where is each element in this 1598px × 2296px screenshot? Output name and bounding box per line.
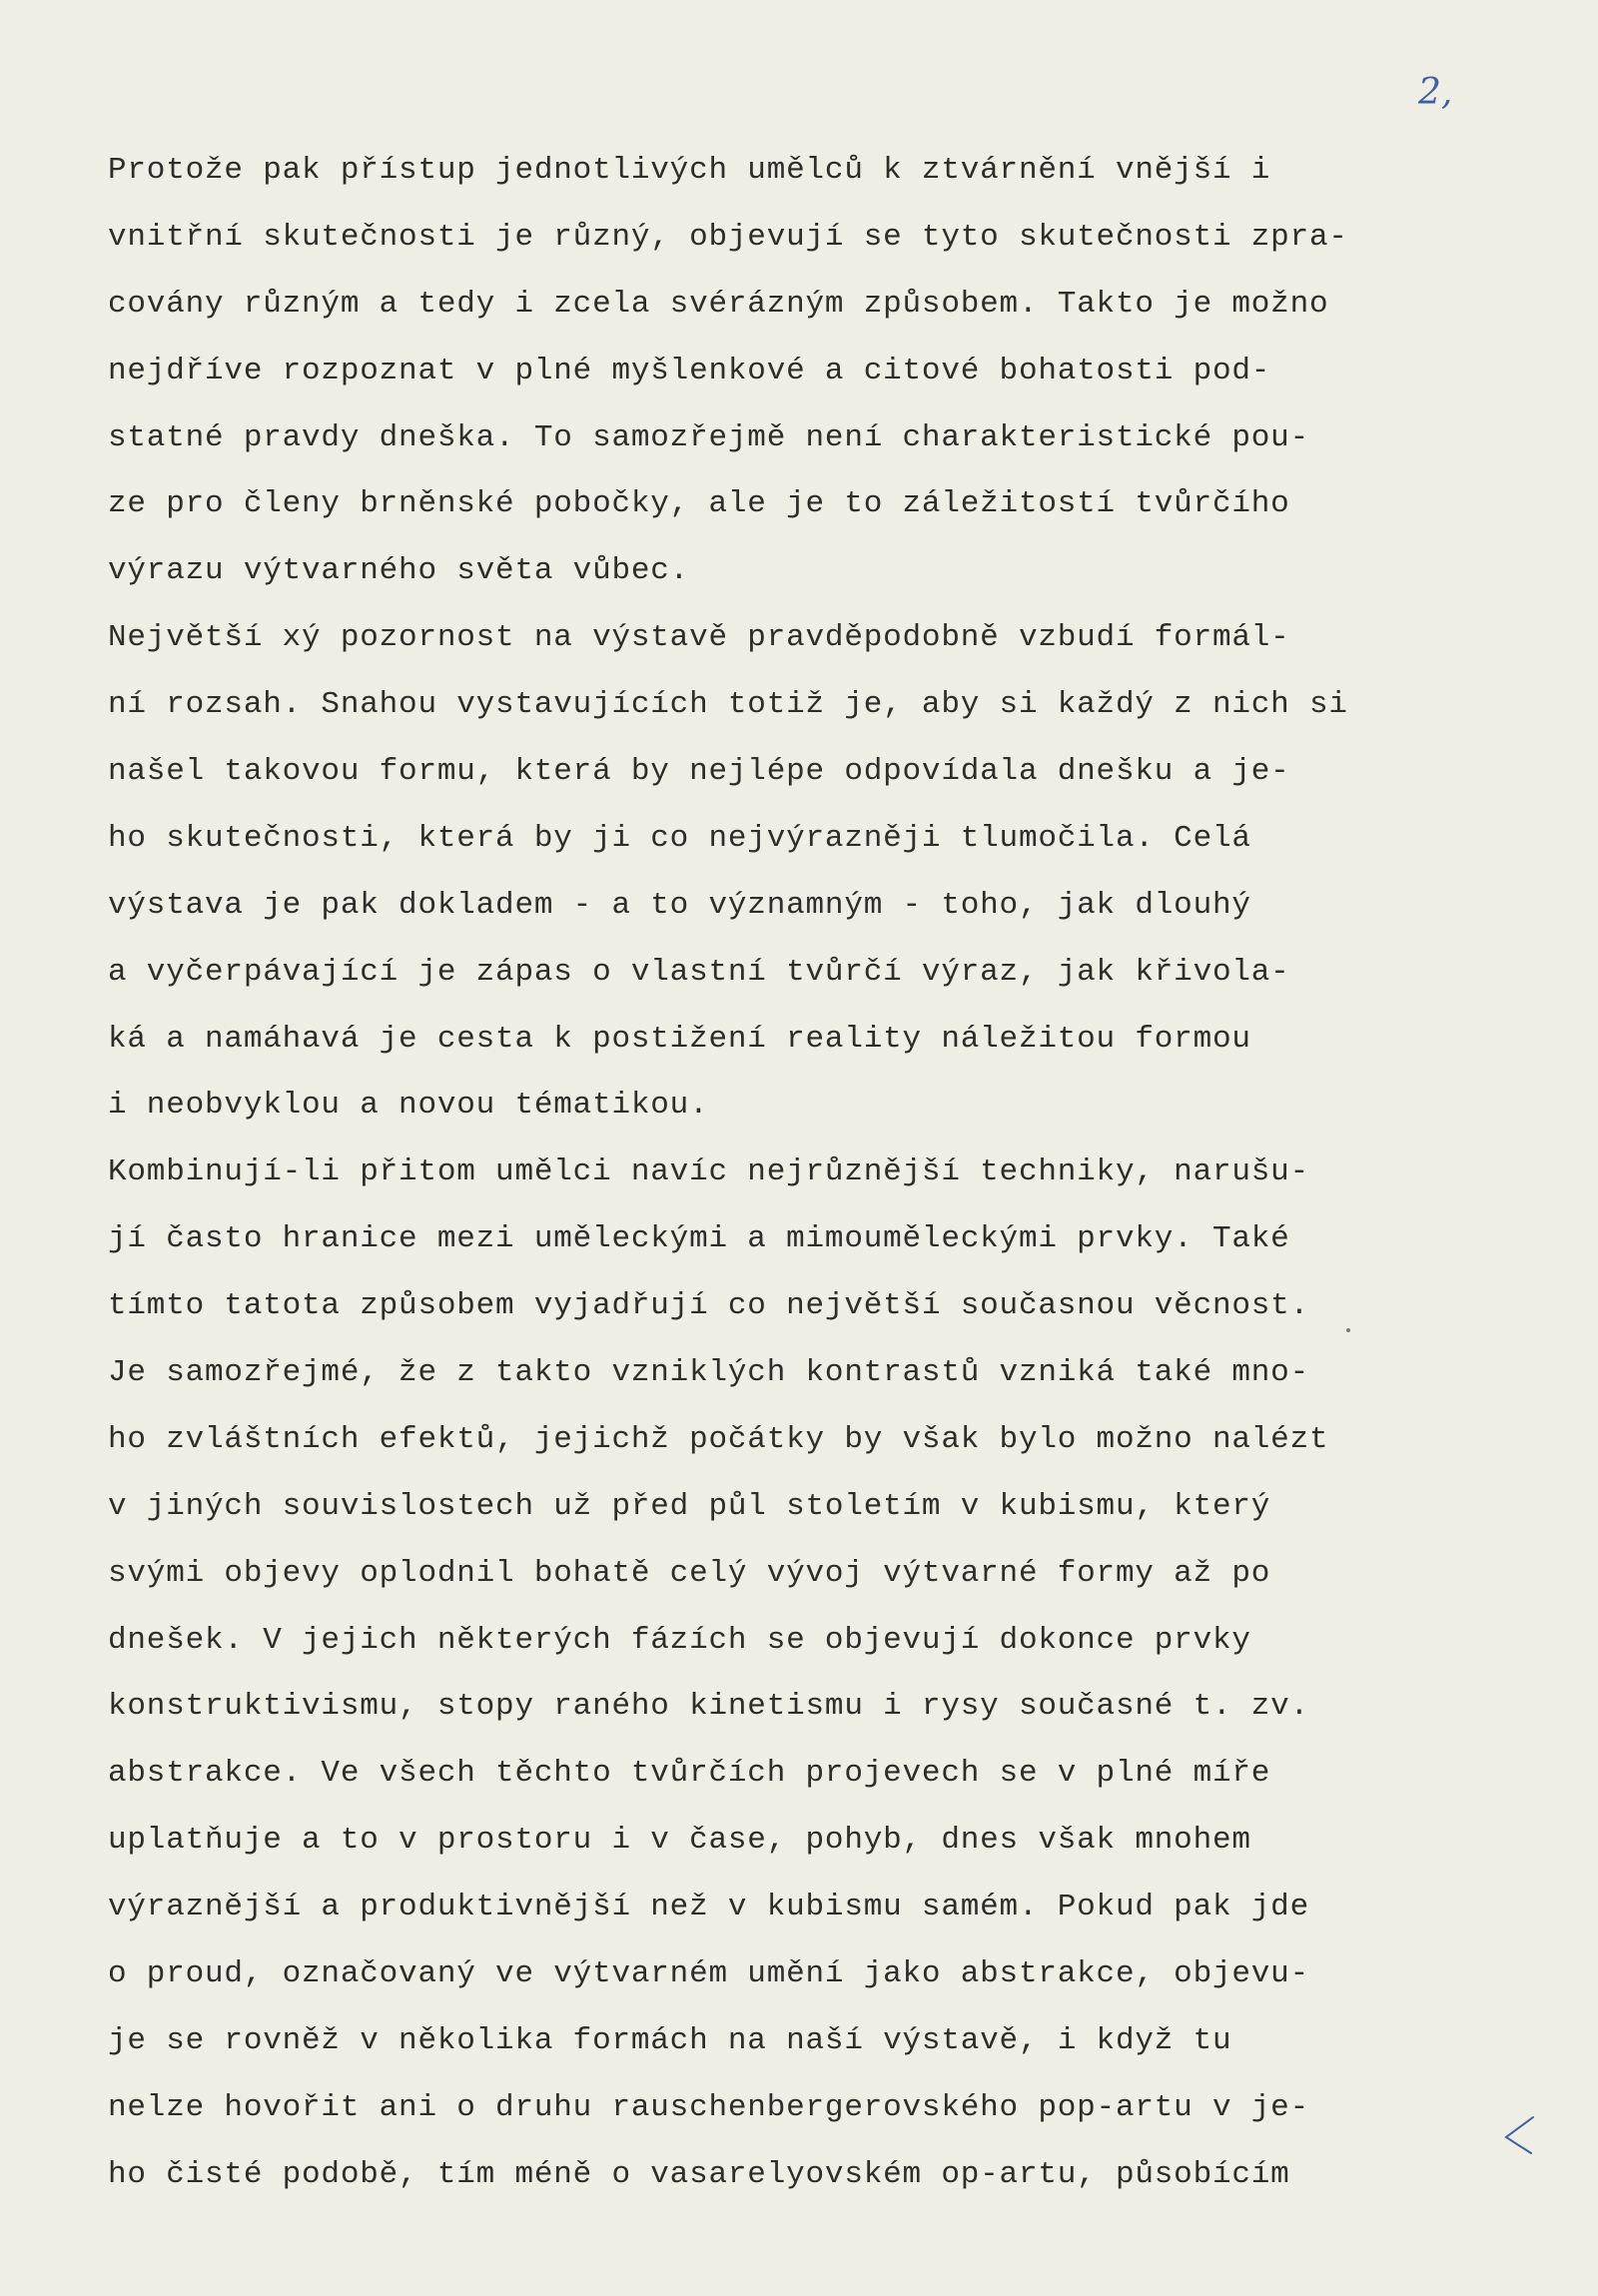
text-line: uplatňuje a to v prostoru i v čase, pohyb, dnes však mnohem bbox=[108, 1823, 1251, 1859]
typewritten-body bbox=[108, 138, 1406, 2209]
text-line: o proud, označovaný ve výtvarném umění jako abstrakce, objevu- bbox=[108, 1956, 1309, 1992]
text-line: ze pro členy brněnské pobočky, ale je to záležitostí tvůrčího bbox=[108, 486, 1290, 522]
text-line: ní rozsah. Snahou vystavujících totiž je, aby si každý z nich si bbox=[108, 687, 1348, 723]
text-line: výrazu výtvarného světa vůbec. bbox=[108, 553, 690, 589]
text-line: Protože pak přístup jednotlivých umělců k ztvárnění vnější i bbox=[108, 153, 1271, 188]
text-line: ho čisté podobě, tím méně o vasarelyovském op-artu, působícím bbox=[108, 2156, 1290, 2192]
text-line: v jiných souvislostech už před půl stoletím v kubismu, který bbox=[108, 1488, 1271, 1524]
text-line: dnešek. V jejich některých fázích se objevují dokonce prvky bbox=[108, 1622, 1251, 1658]
text-line: Největší xý pozornost na výstavě pravděpodobně vzbudí formál- bbox=[108, 620, 1290, 656]
text-line: ká a namáhavá je cesta k postižení reality náležitou formou bbox=[108, 1021, 1251, 1057]
text-line: jí často hranice mezi uměleckými a mimouměleckými prvky. Také bbox=[108, 1221, 1290, 1257]
margin-dot-mark bbox=[1346, 1328, 1350, 1332]
text-line: statné pravdy dneška. To samozřejmě není charakteristické pou- bbox=[108, 419, 1309, 455]
text-line: našel takovou formu, která by nejlépe odpovídala dnešku a je- bbox=[108, 754, 1290, 790]
text-line: Kombinují-li přitom umělci navíc nejrůznější techniky, narušu- bbox=[108, 1154, 1309, 1190]
text-line: ho zvláštních efektů, jejichž počátky by však bylo možno nalézt bbox=[108, 1421, 1329, 1457]
page-number: 2, bbox=[1418, 72, 1453, 113]
check-mark-icon bbox=[1503, 2115, 1535, 2155]
text-line: nejdříve rozpoznat v plné myšlenkové a citové bohatosti pod- bbox=[108, 353, 1271, 388]
text-line: svými objevy oplodnil bohatě celý vývoj výtvarné formy až po bbox=[108, 1555, 1271, 1591]
text-line: i neobvyklou a novou tématikou. bbox=[108, 1088, 709, 1124]
text-line: vnitřní skutečnosti je různý, objevují se tyto skutečnosti zpra- bbox=[108, 219, 1348, 255]
text-line: Je samozřejmé, že z takto vzniklých kontrastů vzniká také mno- bbox=[108, 1355, 1309, 1391]
text-line: je se rovněž v několika formách na naší výstavě, i když tu bbox=[108, 2022, 1232, 2058]
text-line: nelze hovořit ani o druhu rauschenbergerovského pop-artu v je- bbox=[108, 2089, 1309, 2125]
text-line: výstava je pak dokladem - a to významným - toho, jak dlouhý bbox=[108, 887, 1251, 923]
text-line: covány různým a tedy i zcela svérázným způsobem. Takto je možno bbox=[108, 286, 1329, 322]
text-line: konstruktivismu, stopy raného kinetismu i rysy současné t. zv. bbox=[108, 1689, 1309, 1725]
text-line: tímto tatota způsobem vyjadřují co největší současnou věcnost. bbox=[108, 1288, 1309, 1324]
text-line: abstrakce. Ve všech těchto tvůrčích projevech se v plné míře bbox=[108, 1756, 1271, 1792]
text-line: a vyčerpávající je zápas o vlastní tvůrčí výraz, jak křivola- bbox=[108, 954, 1290, 990]
text-line: výraznější a produktivnější než v kubismu samém. Pokud pak jde bbox=[108, 1890, 1309, 1925]
text-line: ho skutečnosti, která by ji co nejvýrazněji tlumočila. Celá bbox=[108, 820, 1251, 856]
